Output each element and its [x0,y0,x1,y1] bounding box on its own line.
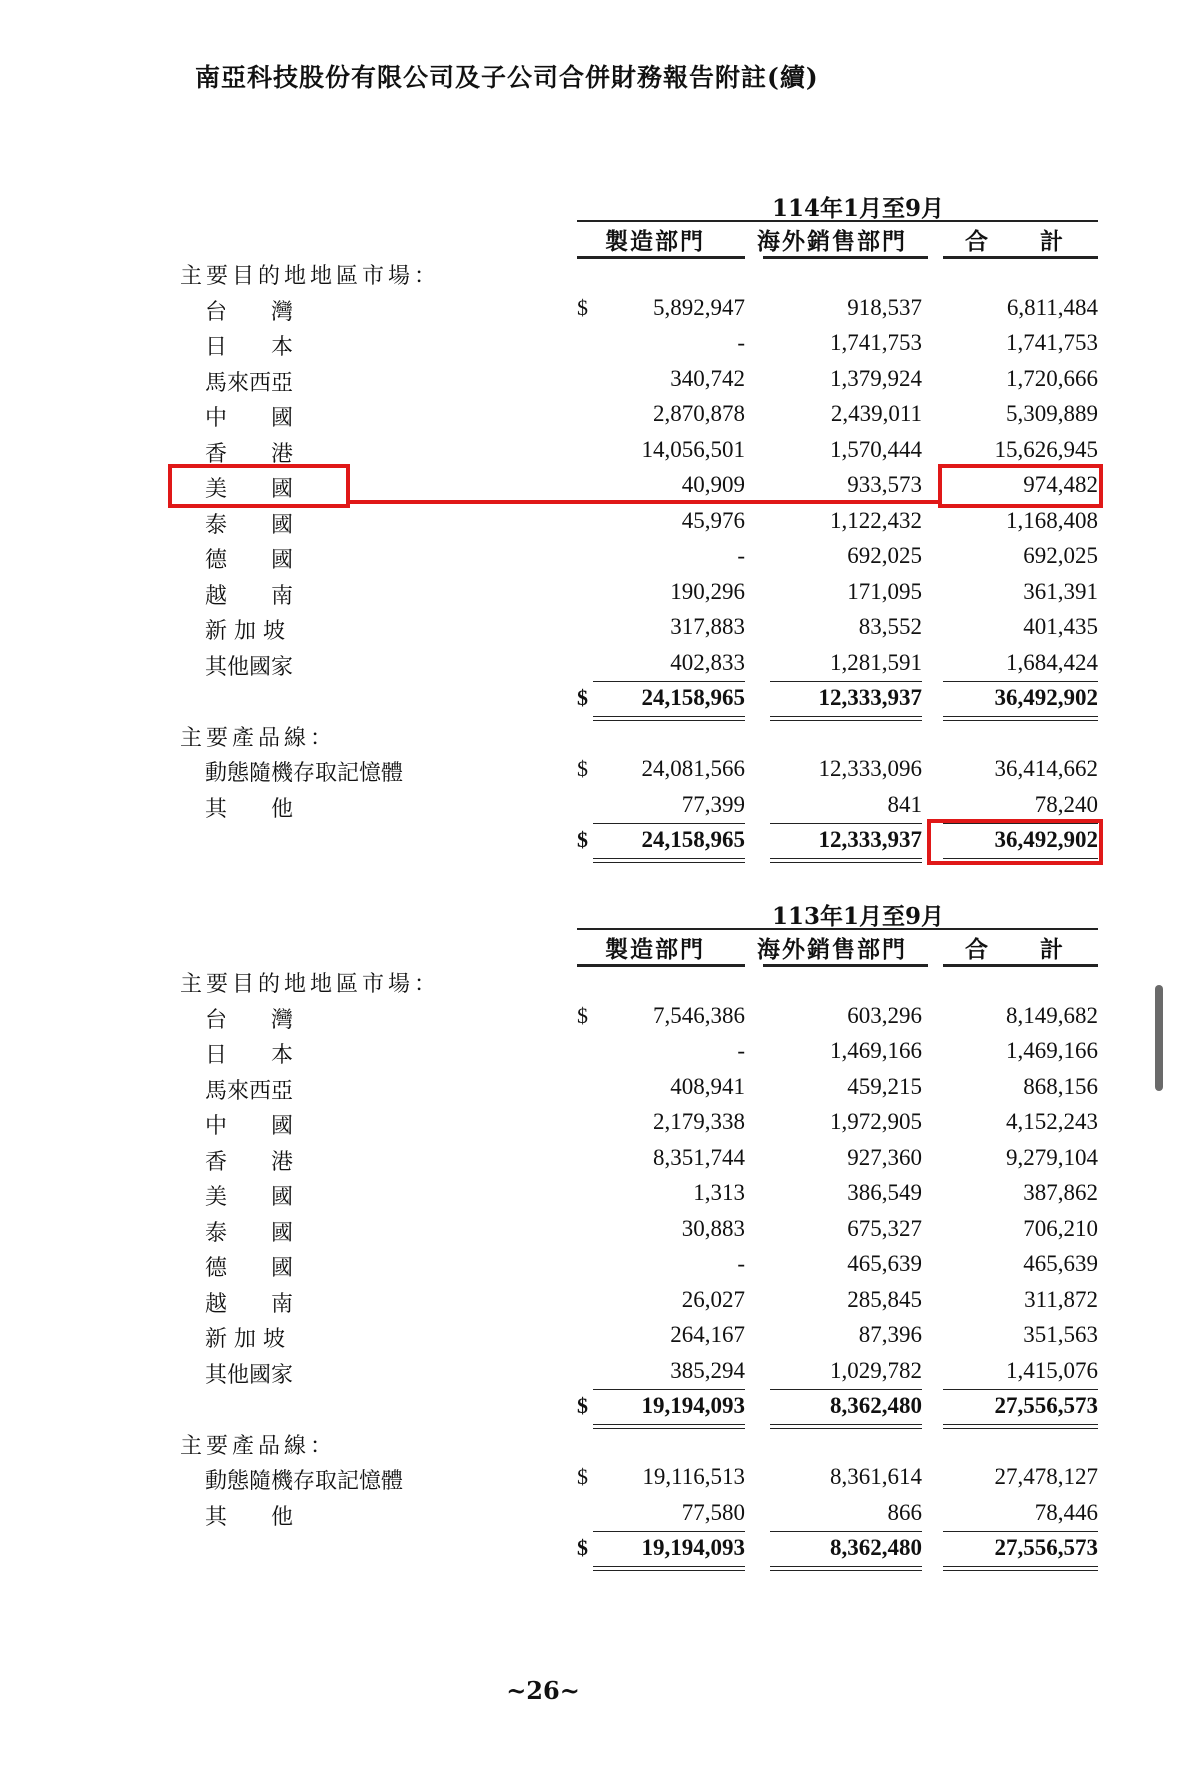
amount-cell: 933,573 [847,472,922,497]
amount-cell: 27,556,573 [994,1393,1098,1418]
amount-cell: 19,194,093 [641,1535,745,1560]
column-total-double-rule [593,1566,745,1571]
amount-cell: 87,396 [858,1322,922,1347]
amount-cell: 5,892,947 [653,294,745,320]
amount-cell: 1,281,591 [830,649,922,675]
column-header-rule [763,256,928,259]
amount-cell: 24,158,965 [641,827,745,852]
region-row-label: 中 國 [205,406,294,431]
dollar-sign: $ [577,827,588,852]
amount-cell: 927,360 [847,1144,922,1170]
amount-cell: 27,556,573 [994,1535,1098,1560]
column-total-double-rule [943,716,1098,721]
column-total-double-rule [770,858,922,863]
column-header-rule [943,256,1098,259]
amount-cell: 692,025 [1023,543,1098,568]
column-total-double-rule [593,716,745,721]
amount-cell: 12,333,937 [818,827,922,852]
column-header-rule [577,256,745,259]
column-header-rule [943,964,1098,967]
page-number: ~26~ [506,1676,580,1705]
column-header: 製造部門 [605,228,705,255]
product-row-label: 其 他 [205,796,294,822]
region-row-label: 泰 國 [205,1220,294,1246]
amount-cell: 1,570,444 [830,436,922,462]
amount-cell: 9,279,104 [1006,1144,1098,1170]
amount-cell: 1,415,076 [1006,1357,1098,1383]
region-row-label: 其他國家 [205,654,294,680]
region-row-label: 日 本 [205,335,294,360]
amount-cell: 4,152,243 [1006,1109,1098,1134]
period-header: 114年1月至9月 [771,195,945,222]
column-subtotal-rule [593,681,745,682]
amount-cell: 1,741,753 [830,330,922,355]
region-row-label: 美 國 [205,1185,294,1210]
amount-cell: 1,972,905 [830,1109,922,1134]
amount-cell: 14,056,501 [641,436,745,462]
amount-cell: 83,552 [858,614,922,639]
region-row-label: 越 南 [205,1291,294,1317]
amount-cell: 459,215 [847,1073,922,1099]
region-row-label: 香 港 [205,441,294,467]
column-header: 合 計 [965,228,1065,255]
highlight-box-grand-total [927,819,1103,865]
dollar-sign: $ [577,1464,588,1489]
region-row-label: 馬來西亞 [205,1078,294,1104]
column-subtotal-rule [943,1531,1098,1532]
amount-cell: 171,095 [847,578,922,604]
amount-cell: 77,580 [681,1499,745,1525]
column-header-rule [577,964,745,967]
product-row-label: 動態隨機存取記憶體 [205,1469,404,1494]
column-subtotal-rule [593,1389,745,1390]
column-total-double-rule [943,1566,1098,1571]
amount-cell: 351,563 [1023,1322,1098,1347]
amount-cell: 8,361,614 [830,1464,922,1489]
amount-cell: 40,909 [681,472,745,497]
amount-cell: 5,309,889 [1006,401,1098,426]
region-row-label: 越 南 [205,583,294,609]
amount-cell: 264,167 [670,1322,745,1347]
amount-cell: 19,116,513 [642,1464,745,1489]
region-row-label: 泰 國 [205,512,294,538]
amount-cell: 401,435 [1023,614,1098,639]
column-total-double-rule [770,1566,922,1571]
region-row-label: 新 加 坡 [205,619,285,644]
amount-cell: 285,845 [847,1286,922,1312]
amount-cell: - [737,330,745,355]
column-total-double-rule [593,1424,745,1429]
amount-cell: 1,029,782 [830,1357,922,1383]
highlight-connector-line [350,500,940,504]
column-subtotal-rule [770,1389,922,1390]
amount-cell: 918,537 [847,294,922,320]
amount-cell: 408,941 [670,1073,745,1099]
column-total-double-rule [943,1424,1098,1429]
amount-cell: 1,168,408 [1006,507,1098,533]
column-header: 海外銷售部門 [757,228,907,255]
amount-cell: 8,351,744 [653,1144,745,1170]
amount-cell: 36,414,662 [994,756,1098,781]
scrollbar-thumb[interactable] [1155,985,1163,1091]
highlight-box-usa-total [938,464,1103,508]
amount-cell: 8,362,480 [830,1393,922,1418]
region-row-label: 新 加 坡 [205,1327,285,1352]
amount-cell: 386,549 [847,1180,922,1205]
column-subtotal-rule [770,823,922,824]
product-section-label: 主要產品線： [180,1433,337,1459]
amount-cell: 45,976 [681,507,745,533]
amount-cell: 36,492,902 [994,827,1098,852]
dollar-sign: $ [577,685,588,710]
amount-cell: 8,149,682 [1006,1002,1098,1028]
amount-cell: 603,296 [847,1002,922,1028]
region-row-label: 馬來西亞 [205,370,294,396]
amount-cell: 2,439,011 [830,401,922,426]
product-section-label: 主要產品線： [180,725,337,751]
amount-cell: 1,469,166 [830,1038,922,1063]
amount-cell: 1,313 [693,1180,745,1205]
amount-cell: 12,333,937 [818,685,922,710]
amount-cell: 706,210 [1023,1215,1098,1241]
column-subtotal-rule [943,1389,1098,1390]
region-row-label: 日 本 [205,1043,294,1068]
amount-cell: 12,333,096 [818,756,922,781]
amount-cell: 465,639 [847,1251,922,1276]
amount-cell: 19,194,093 [641,1393,745,1418]
amount-cell: 868,156 [1023,1073,1098,1099]
region-row-label: 德 國 [205,548,294,573]
amount-cell: 340,742 [670,365,745,391]
amount-cell: 361,391 [1023,578,1098,604]
amount-cell: 78,240 [1034,791,1098,817]
region-row-label: 美 國 [205,477,294,502]
amount-cell: 7,546,386 [653,1002,745,1028]
column-header: 製造部門 [605,936,705,963]
amount-cell: 77,399 [681,791,745,817]
amount-cell: 692,025 [847,543,922,568]
column-total-double-rule [593,858,745,863]
amount-cell: 30,883 [681,1215,745,1241]
amount-cell: 2,870,878 [653,401,745,426]
product-row-label: 動態隨機存取記憶體 [205,761,404,786]
dollar-sign: $ [577,756,588,781]
amount-cell: 841 [887,791,922,817]
period-header-rule [577,928,1098,930]
amount-cell: 974,482 [1023,472,1098,497]
amount-cell: 675,327 [847,1215,922,1241]
amount-cell: 866 [887,1499,922,1525]
amount-cell: 24,158,965 [641,685,745,710]
region-row-label: 台 灣 [205,299,294,325]
amount-cell: 311,872 [1024,1286,1098,1312]
amount-cell: 465,639 [1023,1251,1098,1276]
column-header-rule [763,964,928,967]
column-subtotal-rule [593,1531,745,1532]
region-row-label: 台 灣 [205,1007,294,1033]
column-header: 合 計 [965,936,1065,963]
amount-cell: 190,296 [670,578,745,604]
amount-cell: - [737,543,745,568]
column-subtotal-rule [593,823,745,824]
column-subtotal-rule [943,681,1098,682]
amount-cell: 2,179,338 [653,1109,745,1134]
region-section-label: 主要目的地地區市場： [180,972,441,997]
dollar-sign: $ [577,1002,588,1028]
amount-cell: 15,626,945 [994,436,1098,462]
column-subtotal-rule [770,1531,922,1532]
amount-cell: 1,720,666 [1006,365,1098,391]
period-header: 113年1月至9月 [771,903,945,930]
amount-cell: 27,478,127 [994,1464,1098,1489]
amount-cell: 387,862 [1023,1180,1098,1205]
page-title: 南亞科技股份有限公司及子公司合併財務報告附註(續) [195,63,819,92]
region-section-label: 主要目的地地區市場： [180,264,441,289]
column-header: 海外銷售部門 [757,936,907,963]
amount-cell: 6,811,484 [1006,294,1098,320]
amount-cell: 36,492,902 [994,685,1098,710]
dollar-sign: $ [577,294,588,320]
amount-cell: 78,446 [1034,1499,1098,1525]
region-row-label: 香 港 [205,1149,294,1175]
region-row-label: 德 國 [205,1256,294,1281]
amount-cell: 385,294 [670,1357,745,1383]
amount-cell: 402,833 [670,649,745,675]
amount-cell: 1,379,924 [830,365,922,391]
amount-cell: 1,684,424 [1006,649,1098,675]
period-header-rule [577,220,1098,222]
region-row-label: 中 國 [205,1114,294,1139]
column-total-double-rule [770,716,922,721]
amount-cell: - [737,1251,745,1276]
amount-cell: 1,741,753 [1006,330,1098,355]
product-row-label: 其 他 [205,1504,294,1530]
amount-cell: 26,027 [681,1286,745,1312]
column-subtotal-rule [770,681,922,682]
region-row-label: 其他國家 [205,1362,294,1388]
amount-cell: 1,122,432 [830,507,922,533]
amount-cell: 317,883 [670,614,745,639]
highlight-box-usa-label [168,464,350,508]
amount-cell: - [737,1038,745,1063]
amount-cell: 1,469,166 [1006,1038,1098,1063]
column-total-double-rule [770,1424,922,1429]
amount-cell: 8,362,480 [830,1535,922,1560]
amount-cell: 24,081,566 [641,756,745,781]
dollar-sign: $ [577,1393,588,1418]
dollar-sign: $ [577,1535,588,1560]
